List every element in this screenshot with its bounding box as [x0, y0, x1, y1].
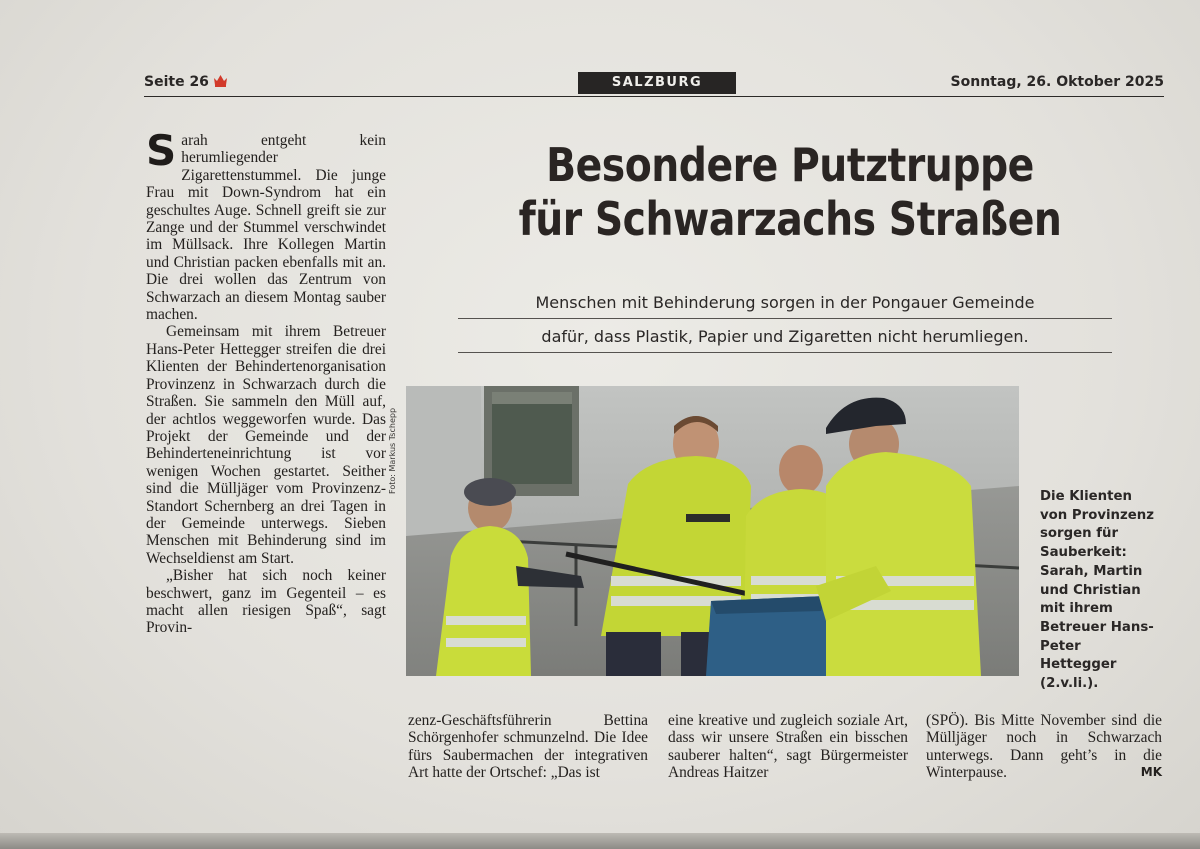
paragraph: eine kreative und zugleich soziale Art, dass wir unsere Straßen ein bisschen sauberer halten“, sagt Bürgermeister Andreas Haitzer	[668, 712, 908, 782]
photo-illustration	[406, 386, 1019, 676]
article-column-3	[668, 712, 908, 782]
paragraph: „Bisher hat sich noch keiner beschwert, ganz im Gegenteil – es macht allen riesigen Spaß“, sagt Provin-	[146, 567, 386, 637]
author-initials: MK	[1140, 765, 1162, 780]
paragraph: arah entgeht kein herumliegender Zigarettenstummel. Die junge Frau mit Down-Syndrom hat ein geschultes Auge. Schnell greift sie zur Zange und der Stummel verschwindet im Müllsack. Ihre Kollegen Martin und Christian packen ebenfalls mit an. Die drei wollen das Zentrum von Schwarzach an diesem Montag sauber machen.	[146, 132, 386, 324]
article-photo	[406, 386, 1019, 676]
article-column-4	[926, 712, 1162, 782]
headline-line-1: Besondere Putztruppe	[546, 138, 1034, 192]
section-label: SALZBURG	[578, 72, 736, 94]
headline-line-2: für Schwarzachs Straßen	[518, 192, 1062, 246]
paragraph: Gemeinsam mit ihrem Betreuer Hans-Peter Hettegger streifen die drei Klienten der Behindertenorganisation Provinzenz in Schwarzach durch die Straßen. Sie sammeln den Müll auf, der achtlos weggeworfen wurde. Das Projekt der Gemeinde und der Behinderteneinrichtung ist vor wenigen Wochen gestartet. Seither sind die Mülljäger vom Provinzenz-Standort Schernberg an drei Tagen in der Gemeinde unterwegs. Sieben Menschen mit Behinderung sind im Wechseldienst am Start.	[146, 323, 386, 567]
article-column-1	[146, 126, 386, 637]
article-column-2	[408, 712, 648, 782]
headline	[458, 138, 1123, 246]
subheadline-line-1: Menschen mit Behinderung sorgen in der Pongauer Gemeinde	[458, 288, 1112, 319]
paragraph: zenz-Geschäftsführerin Bettina Schörgenhofer schmunzelnd. Die Idee fürs Saubermachen der integrativen Art hatte der Ortschef: „Das ist	[408, 712, 648, 782]
page-header	[144, 72, 1164, 97]
paragraph: (SPÖ). Bis Mitte November sind die Mülljäger noch in Schwarzach unterwegs. Dann geht’s in die Winterpause. MK	[926, 712, 1162, 782]
photo-credit: Foto: Markus Tschepp	[388, 407, 397, 494]
drop-cap: S	[146, 126, 177, 175]
crown-icon	[213, 74, 228, 87]
subheadline-line-2: dafür, dass Plastik, Papier und Zigaretten nicht herumliegen.	[458, 322, 1112, 353]
photo-caption: Die Klienten von Provinzenz sorgen für Sauberkeit: Sarah, Martin und Christian mit ihrem Betreuer Hans-Peter Hettegger (2.v.li.).	[1040, 489, 1154, 692]
page-number: Seite 26	[144, 74, 228, 90]
page-edge	[0, 833, 1200, 849]
issue-date: Sonntag, 26. Oktober 2025	[950, 74, 1164, 90]
show-through-text	[1116, 170, 1196, 192]
